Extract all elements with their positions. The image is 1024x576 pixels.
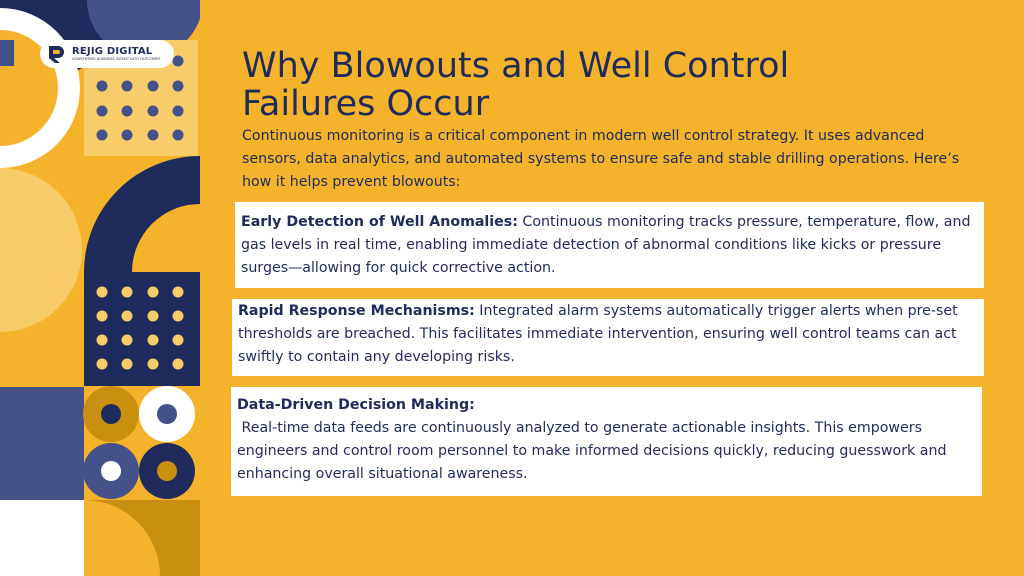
card-body-text: Real-time data feeds are continuously analyzed to generate actionable insights. This empowers engineers and control room personnel to make informed decisions quickly, reducing guesswork and enhancing overall situational awareness. — [237, 420, 947, 482]
white-bottom-block — [0, 500, 84, 576]
title-line-2: Failures Occur — [242, 84, 490, 124]
slide-title — [242, 47, 962, 123]
intro-paragraph: Continuous monitoring is a critical component in modern well control strategy. It uses advanced sensors, data analytics, and automated systems to ensure safe and stable drilling operations. Here’s how it helps prevent blowouts: — [242, 128, 960, 190]
decorative-pattern-panel — [0, 0, 200, 576]
rejig-logo-icon — [46, 43, 68, 65]
card-early-detection — [235, 202, 984, 288]
navy-arc — [84, 156, 200, 272]
brand-logo — [40, 40, 174, 68]
slate-tile — [0, 40, 14, 66]
card-body — [237, 420, 946, 482]
card-body: Continuous monitoring tracks pressure, temperature, flow, and gas levels in real time, enabling immediate detection of abnormal conditions like kicks or pressure surges—allowing for quick corrective action. — [241, 214, 971, 276]
brand-tagline: CONVERTING BUSINESS INTENT INTO OUTCOMES — [72, 57, 161, 61]
card-heading: Rapid Response Mechanisms: — [238, 303, 475, 319]
card-body: Integrated alarm systems automatically trigger alerts when pre-set thresholds are breached. This facilitates immediate intervention, ensuring well control teams can act swiftly to contain any developing risks. — [238, 303, 958, 365]
card-heading: Data-Driven Decision Making: — [237, 397, 475, 413]
gold-bottom-arc — [84, 500, 200, 576]
slate-block — [0, 387, 84, 500]
card-heading: Early Detection of Well Anomalies: — [241, 214, 518, 230]
light-half-circle — [0, 168, 82, 332]
card-rapid-response — [232, 299, 984, 376]
brand-name: REJIG DIGITAL — [72, 46, 153, 57]
title-line-1: Why Blowouts and Well Control — [242, 46, 790, 86]
card-data-driven — [231, 387, 982, 496]
